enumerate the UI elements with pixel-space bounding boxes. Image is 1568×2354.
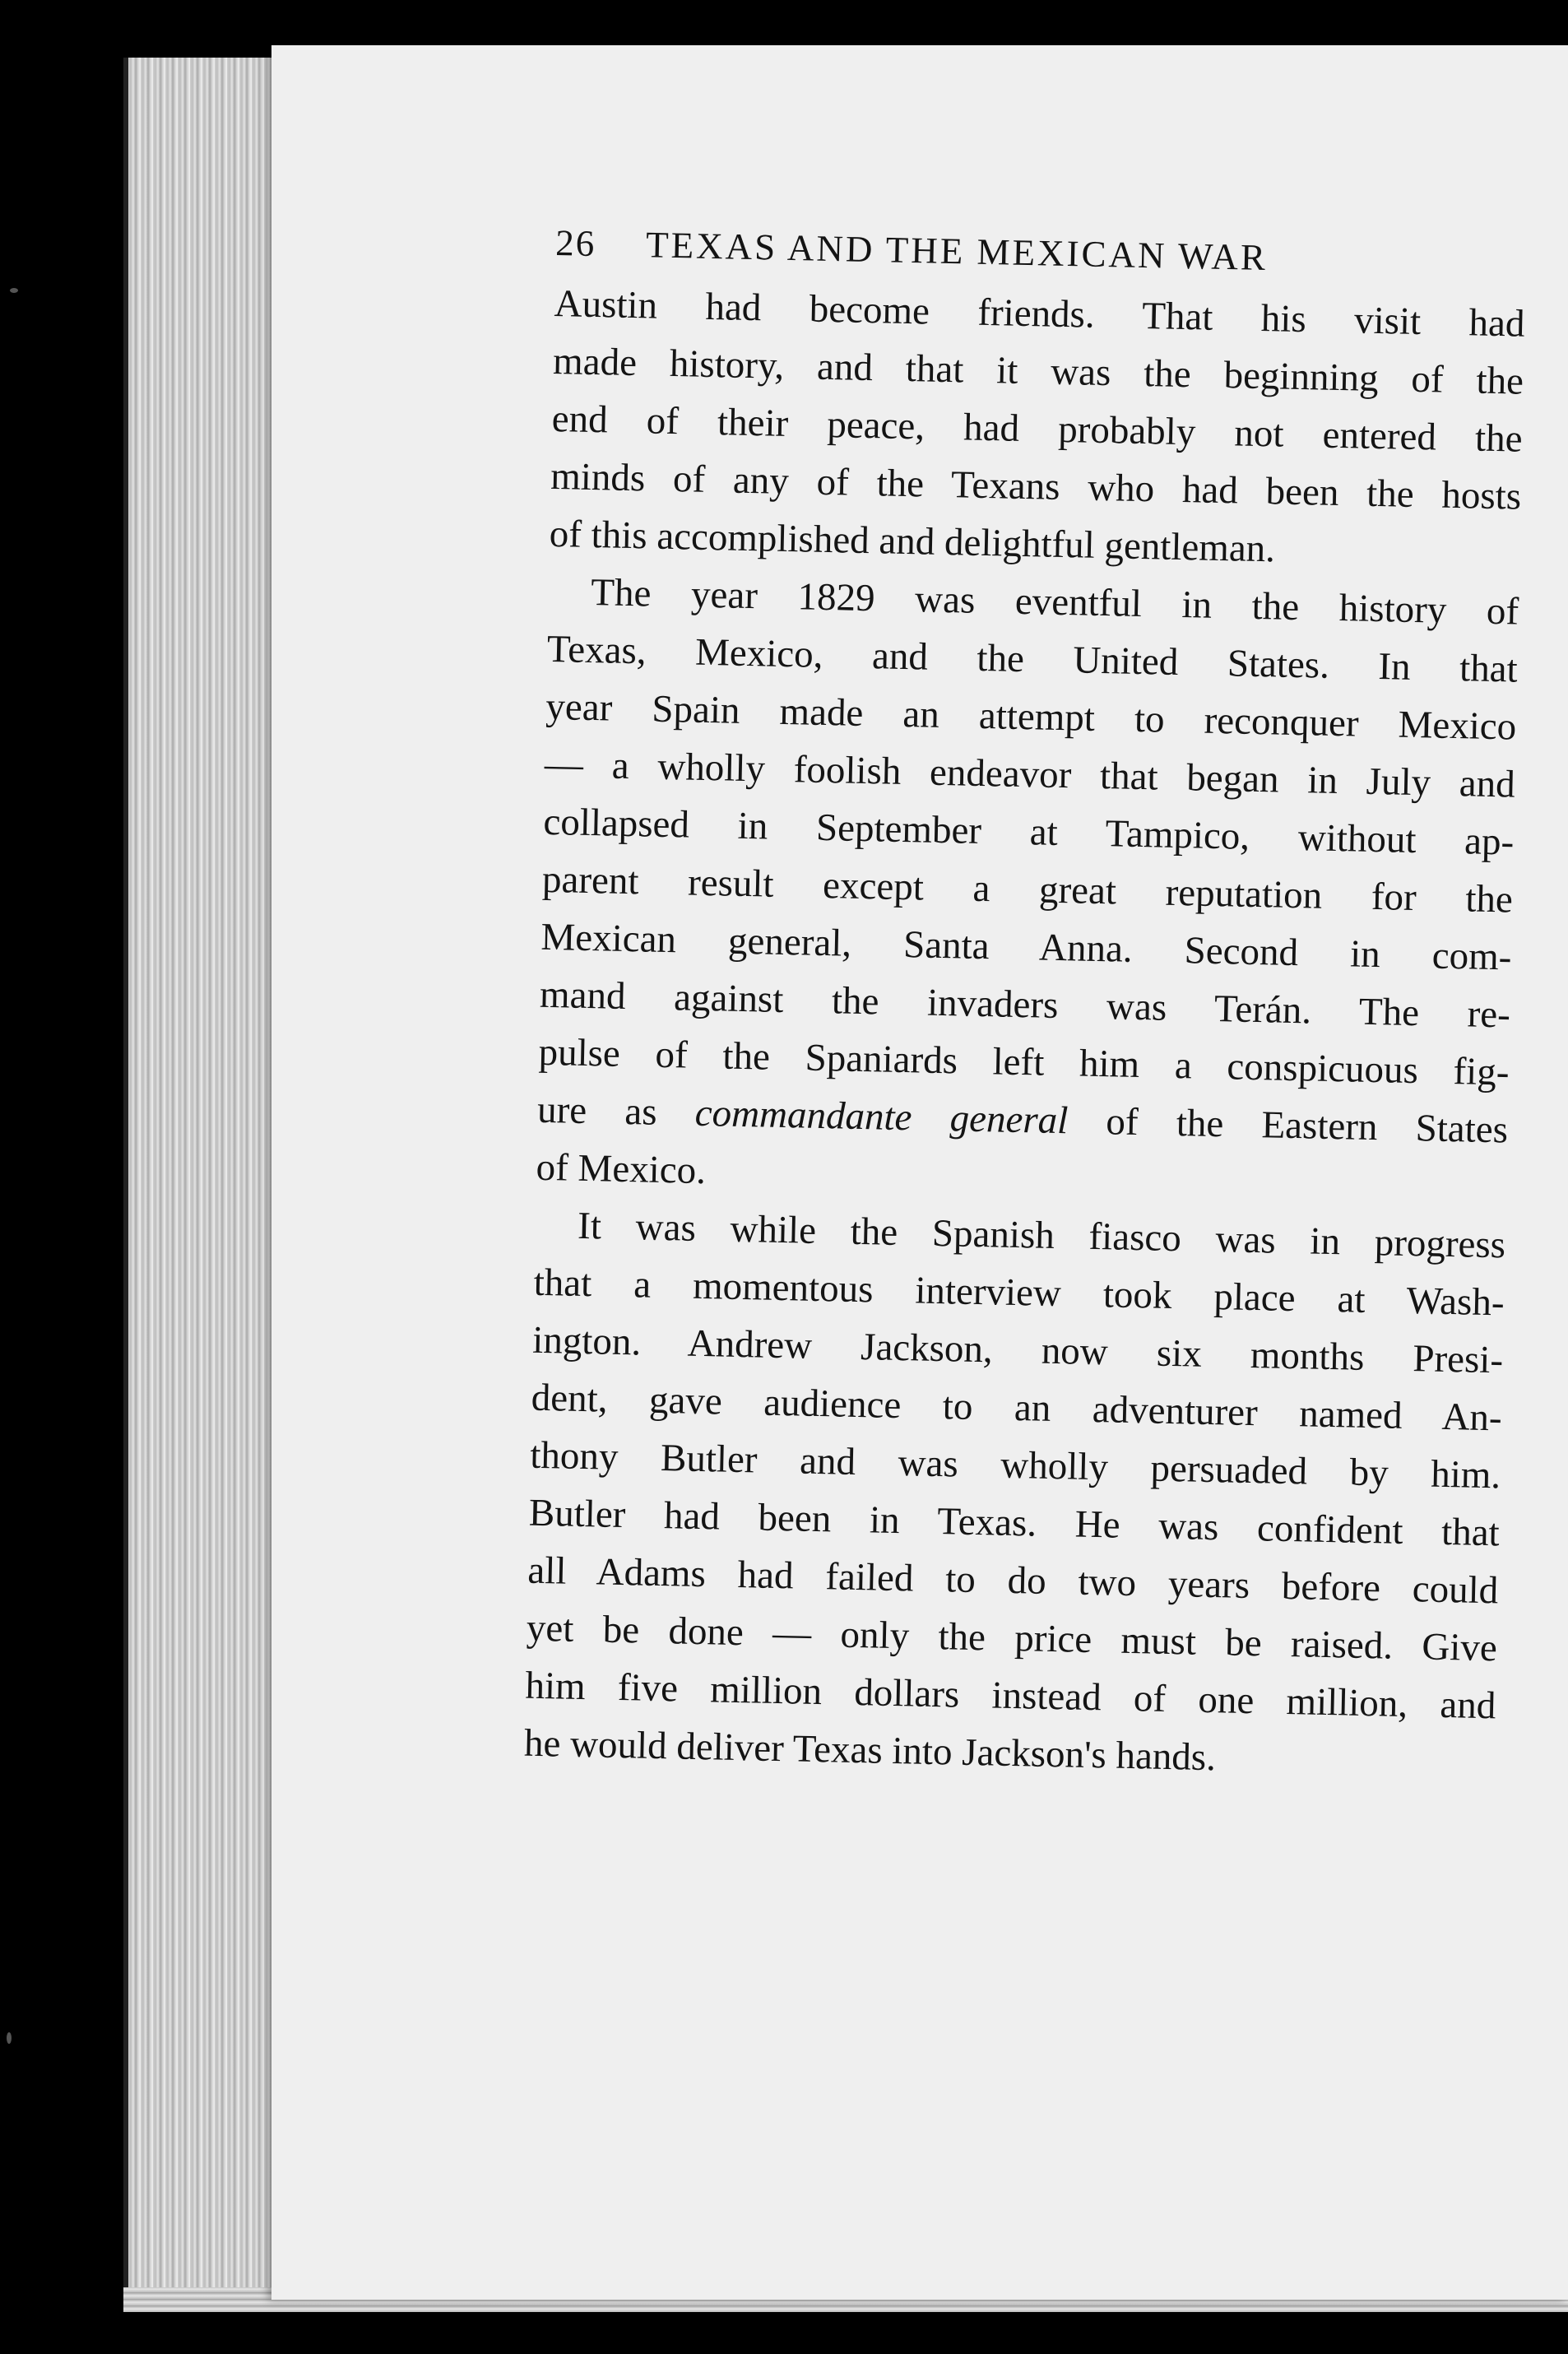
page-text — [523, 214, 1526, 1792]
text-line: thony Butler and was wholly persuaded by him. — [529, 1433, 1501, 1497]
text-line: of this accomplished and delightful gentleman. — [549, 512, 1276, 571]
paragraph-1 — [549, 275, 1525, 583]
text-line: all Adams had failed to do two years before could — [527, 1548, 1499, 1613]
text-line: mand against the invaders was Terán. The re- — [539, 973, 1511, 1037]
text-line: It was while the Spanish fiasco was in progress — [577, 1204, 1506, 1267]
text-line: yet be done — only the price must be raised. Give — [526, 1606, 1498, 1670]
text-line: minds of any of the Texans who had been the hosts — [550, 454, 1522, 518]
text-line: made history, and that it was the beginning of the — [552, 339, 1524, 403]
text-line: parent result except a great reputation for the — [541, 857, 1514, 922]
text-line: year Spain made an attempt to reconquer Mexico — [545, 685, 1517, 749]
text-line: dent, gave audience to an adventurer named An- — [531, 1376, 1503, 1440]
running-head-title: TEXAS AND THE MEXICAN WAR — [645, 224, 1269, 279]
text-line: him five million dollars instead of one million, and — [524, 1664, 1496, 1728]
text-line: end of their peace, had probably not entered the — [551, 397, 1524, 461]
text-segment: ure as — [536, 1088, 696, 1135]
text-line: pulse of the Spaniards left him a conspicuous fig- — [538, 1030, 1510, 1094]
text-line: ington. Andrew Jackson, now six months Presi- — [531, 1318, 1504, 1382]
text-line: he would deliver Texas into Jackson's hands. — [523, 1721, 1217, 1780]
scan-speck — [10, 288, 18, 293]
text-line: Mexican general, Santa Anna. Second in com- — [540, 915, 1512, 979]
text-line: that a momentous interview took place at Wash- — [533, 1261, 1505, 1325]
text-segment: of the Eastern States — [1067, 1099, 1509, 1152]
text-line: of Mexico. — [536, 1145, 707, 1193]
paragraph-3 — [523, 1196, 1505, 1793]
paragraph-2 — [536, 563, 1519, 1217]
page-number: 26 — [554, 221, 596, 265]
text-line: — a wholly foolish endeavor that began in July and — [544, 742, 1516, 806]
text-line: Texas, Mexico, and the United States. In that — [546, 627, 1519, 691]
text-line: Austin had become friends. That his visit had — [554, 281, 1526, 346]
scan-speck — [7, 2032, 12, 2044]
text-line: The year 1829 was eventful in the history of — [590, 570, 1519, 634]
italic-term: commandante general — [694, 1091, 1069, 1143]
text-line: collapsed in September at Tampico, without ap- — [542, 800, 1515, 864]
text-line: Butler had been in Texas. He was confident that — [528, 1491, 1501, 1555]
